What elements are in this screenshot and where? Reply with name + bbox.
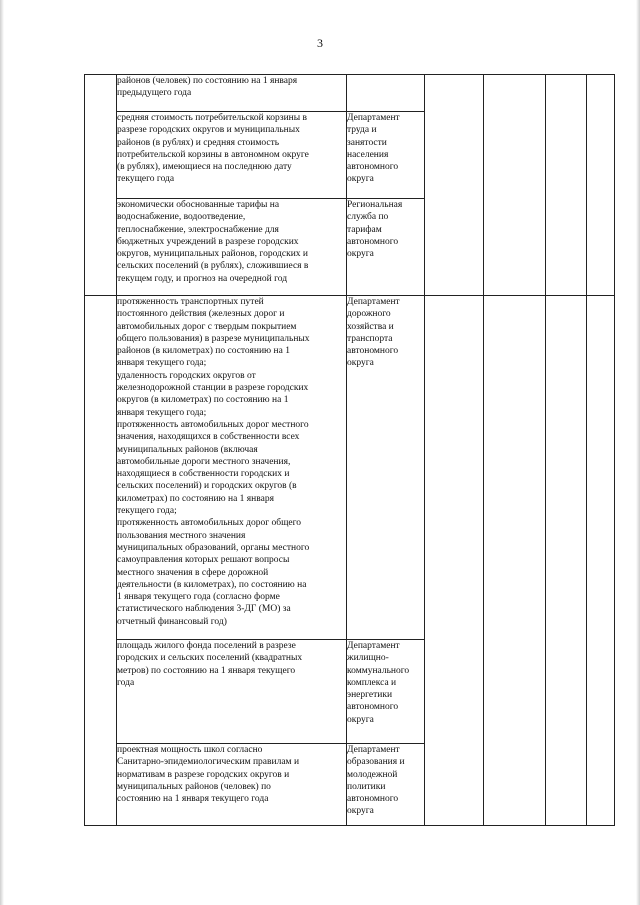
indicator-text-line: муниципальных районов (человек) по [117, 781, 271, 792]
indicator-text-line: районов (в километрах) по состоянию на 1 [117, 346, 290, 357]
indicator-text-line: экономически обоснованные тарифы на [117, 200, 280, 210]
department-line: округа [347, 714, 374, 725]
indicator-text-line: состоянию на 1 января текущего года [117, 794, 269, 805]
department-cell [347, 112, 425, 199]
number-cell [85, 75, 117, 296]
indicator-text-line: автомобильных дорог с твердым покрытием [117, 321, 297, 332]
number-cell [85, 296, 117, 826]
indicator-text-cell [117, 112, 347, 199]
department-line: энергетики [347, 690, 393, 701]
indicator-text-line: городских и сельских поселений (квадратных [117, 653, 303, 664]
indicator-text-line: Санитарно-эпидемиологическим правилам и [117, 757, 300, 768]
indicator-text-cell [117, 744, 347, 826]
indicator-text-line: статистического наблюдения 3-ДГ (МО) за [117, 604, 291, 615]
indicator-text-line: площадь жилого фонда поселений в разрезе [117, 641, 296, 651]
indicator-text-line: средняя стоимость потребительской корзины в [117, 113, 308, 123]
indicator-text-cell [117, 75, 347, 112]
department-line: транспорта [347, 333, 393, 344]
indicator-text-line: округов, муниципальных районов, городских и [117, 249, 308, 260]
indicator-text-line: (в рублях), имеющиеся на последнюю дату [117, 162, 292, 173]
department-line: округа [347, 249, 374, 260]
indicator-text-line: удаленность городских округов от [117, 370, 256, 381]
department-line: автономного [347, 794, 399, 805]
indicator-text-line: значения, находящихся в собственности всех [117, 432, 300, 443]
table-row [85, 296, 615, 640]
empty-cell [425, 296, 484, 826]
department-line: тарифам [347, 224, 382, 235]
page-number: 3 [317, 36, 323, 50]
indicator-text-line: разрезе городских округов и муниципальных [117, 125, 300, 136]
empty-cell [425, 75, 484, 296]
empty-cell [484, 75, 546, 296]
indicator-text-line: муниципальных образований, органы местного [117, 542, 310, 553]
indicator-text-line: января текущего года; [117, 358, 207, 369]
empty-cell [587, 296, 615, 826]
indicator-text-line: километрах) по состоянию на 1 января [117, 493, 274, 504]
department-line: политики [347, 781, 386, 792]
indicator-text-line: предыдущего года [117, 88, 192, 99]
department-line: автономного [347, 236, 399, 247]
indicator-text-cell [117, 199, 347, 296]
department-cell [347, 640, 425, 744]
indicator-text-line: находящиеся в собственности городских и [117, 469, 290, 480]
department-line: жилищно- [347, 653, 389, 664]
department-line: округа [347, 806, 374, 817]
indicator-text-line: округов (в километрах) по состоянию на 1 [117, 395, 289, 406]
department-line: дорожного [347, 309, 391, 320]
empty-cell [587, 75, 615, 296]
indicator-text-line: метров) по состоянию на 1 января текущего [117, 665, 296, 676]
department-line: комплекса и [347, 677, 397, 688]
empty-cell [546, 75, 587, 296]
indicator-text-line: текущем году, и прогноз на очередной год [117, 273, 288, 284]
department-line: образования и [347, 757, 405, 768]
department-line: округа [347, 174, 374, 185]
indicator-text-line: пользования местного значения [117, 530, 246, 541]
department-cell [347, 296, 425, 640]
indicator-text-line: протяженность транспортных путей [117, 297, 264, 307]
department-line: Департамент [347, 113, 400, 123]
indicator-text-line: сельских поселений) и городских округов (в [117, 481, 297, 492]
indicator-text-line: января текущего года; [117, 407, 207, 418]
indicator-text-cell [117, 640, 347, 744]
empty-cell [484, 296, 546, 826]
indicator-text-line: протяженность автомобильных дорог местного [117, 419, 309, 430]
department-line: Департамент [347, 641, 400, 651]
department-line: автономного [347, 702, 399, 713]
indicator-text-line: самоуправления которых решают вопросы [117, 555, 290, 566]
indicator-text-line: протяженность автомобильных дорог общего [117, 518, 302, 529]
department-line: автономного [347, 162, 399, 173]
indicator-text-line: отчетный финансовый год) [117, 616, 227, 627]
department-line: Региональная [347, 200, 403, 210]
indicator-text-line: постоянного действия (железных дорог и [117, 309, 285, 320]
department-line: хозяйства и [347, 321, 394, 332]
table-row [85, 75, 615, 112]
department-line: Департамент [347, 297, 400, 307]
department-cell [347, 75, 425, 112]
department-line: служба по [347, 212, 389, 223]
department-line: населения [347, 149, 389, 160]
indicator-text-line: местного значения в сфере дорожной [117, 567, 269, 578]
indicator-text-line: года [117, 677, 135, 688]
department-line: занятости [347, 137, 387, 148]
indicator-text-line: общего пользования) в разрезе муниципальных [117, 333, 310, 344]
department-line: молодежной [347, 769, 398, 780]
indicator-text-line: водоснабжение, водоотведение, [117, 212, 246, 223]
indicator-text-line: районов (человек) по состоянию на 1 января [117, 76, 298, 86]
scan-edge-right [636, 0, 640, 905]
indicator-text-line: текущего года [117, 174, 175, 185]
department-line: автономного [347, 346, 399, 357]
department-line: Департамент [347, 745, 400, 755]
indicators-table [84, 74, 615, 826]
indicator-text-line: бюджетных учреждений в разрезе городских [117, 236, 299, 247]
indicator-text-line: автомобильные дороги местного значения, [117, 456, 291, 467]
department-line: труда и [347, 125, 377, 136]
indicator-text-line: проектная мощность школ согласно [117, 745, 263, 755]
department-line: округа [347, 358, 374, 369]
indicator-text-line: теплоснабжение, электроснабжение для [117, 224, 279, 235]
indicator-text-line: потребительской корзины в автономном округе [117, 149, 309, 160]
indicator-text-line: железнодорожной станции в разрезе городских [117, 383, 309, 394]
department-cell [347, 199, 425, 296]
empty-cell [546, 296, 587, 826]
scan-edge-left [0, 0, 4, 905]
indicator-text-line: деятельности (в километрах), по состоянию на [117, 579, 307, 590]
indicator-text-line: районов (в рублях) и средняя стоимость [117, 137, 280, 148]
indicator-text-line: 1 января текущего года (согласно форме [117, 592, 280, 603]
indicator-text-line: нормативам в разрезе городских округов и [117, 769, 290, 780]
department-line: коммунального [347, 665, 410, 676]
indicator-text-line: текущего года; [117, 506, 177, 517]
indicator-text-cell [117, 296, 347, 640]
indicator-text-line: сельских поселений (в рублях), сложившиеся в [117, 261, 309, 272]
department-cell [347, 744, 425, 826]
indicator-text-line: муниципальных районов (включая [117, 444, 258, 455]
